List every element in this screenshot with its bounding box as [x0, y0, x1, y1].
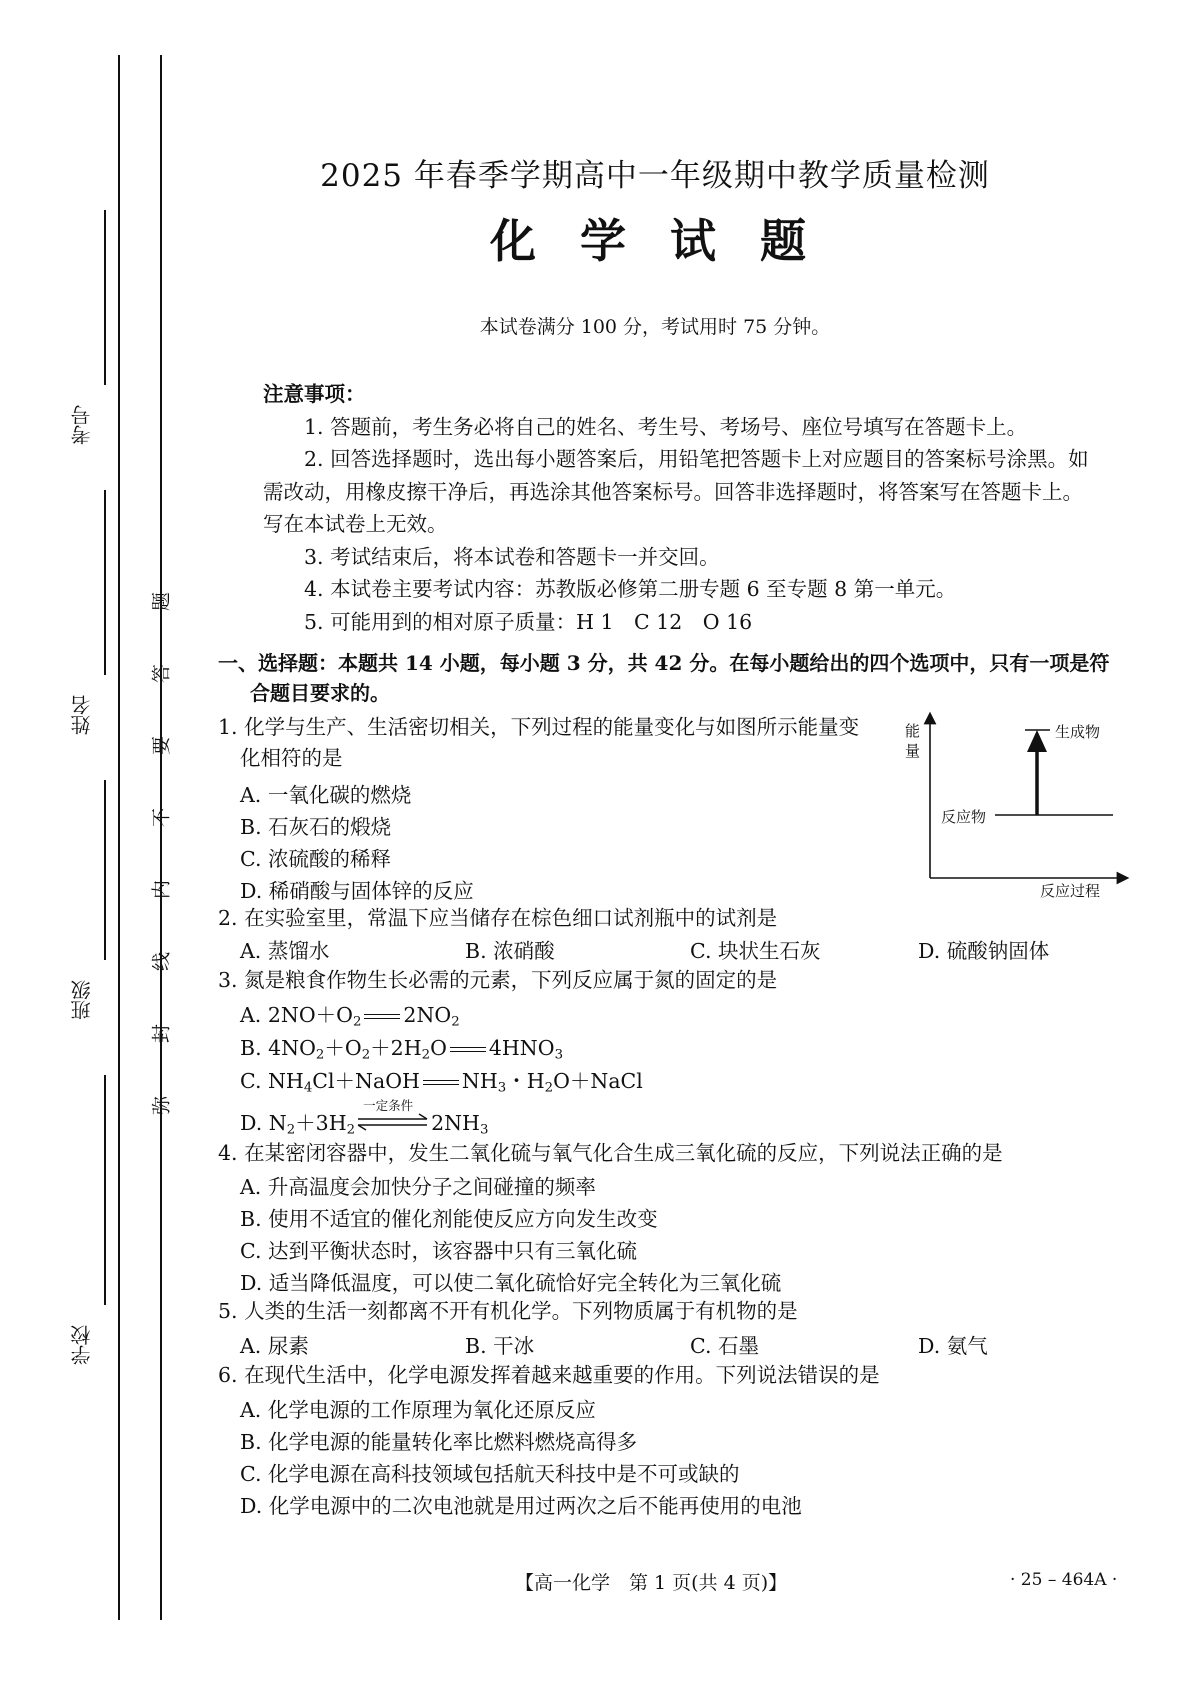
q4-option-c: C. 达到平衡状态时，该容器中只有三氧化硫	[240, 1239, 637, 1263]
seal-char: 要	[150, 736, 173, 756]
q3-option-d: D. $N_2+3H_2$ 一定条件 $2NH_3$	[240, 1098, 489, 1138]
q5-option-b: B. 干冰	[465, 1334, 535, 1358]
paper-code: · 25 – 464A ·	[1010, 1570, 1118, 1590]
seal-char: 题	[150, 592, 173, 612]
field-line	[104, 490, 106, 675]
seal-char: 答	[150, 664, 173, 684]
notes-block	[263, 378, 1093, 638]
q6-stem: 6. 在现代生活中，化学电源发挥着越来越重要的作用。下列说法错误的是	[218, 1363, 880, 1387]
note-item: 5. 可能用到的相对原子质量：H 1 C 12 O 16	[304, 609, 753, 634]
seal-char: 弥	[150, 1096, 173, 1116]
q2-option-a: A. 蒸馏水	[240, 939, 330, 963]
q3-stem: 3. 氮是粮食作物生长必需的元素，下列反应属于氮的固定的是	[218, 968, 778, 992]
q1-option-b: B. 石灰石的煅烧	[240, 815, 392, 839]
q1-option-d: D. 稀硝酸与固体锌的反应	[240, 879, 474, 903]
field-line	[104, 210, 106, 385]
page-number: 【高一化学 第 1 页(共 4 页)】	[515, 1572, 788, 1594]
q5-option-d: D. 氨气	[918, 1334, 988, 1358]
q4-stem: 4. 在某密闭容器中，发生二氧化硫与氧气化合生成三氧化硫的反应，下列说法正确的是	[218, 1141, 1003, 1165]
notes-heading: 注意事项：	[263, 382, 366, 406]
seal-char: 封	[150, 1024, 173, 1044]
q4-option-a: A. 升高温度会加快分子之间碰撞的频率	[240, 1175, 596, 1199]
note-item: 3. 考试结束后，将本试卷和答题卡一并交回。	[304, 544, 720, 569]
seal-char: 内	[150, 880, 173, 900]
q1-stem: 1. 化学与生产、生活密切相关，下列过程的能量变化与如图所示能量变	[218, 715, 860, 739]
q3-option-c: C. $NH_4Cl+NaOH$ $NH_3$・$H_2O+NaCl$	[240, 1069, 643, 1096]
note-item: 1. 答题前，考生务必将自己的姓名、考生号、考场号、座位号填写在答题卡上。	[304, 414, 1028, 439]
q2-stem: 2. 在实验室里，常温下应当储存在棕色细口试剂瓶中的试剂是	[218, 906, 778, 930]
q3-option-a: A. $2NO+O_2$ $2NO_2$	[240, 1003, 460, 1030]
q2-option-b: B. 浓硝酸	[465, 939, 555, 963]
exam-title: 2025 年春季学期高中一年级期中教学质量检测	[320, 158, 990, 194]
q5-option-a: A. 尿素	[240, 1334, 309, 1358]
field-line	[104, 1075, 106, 1305]
axis-label-y: 能	[905, 722, 921, 740]
q6-option-d: D. 化学电源中的二次电池就是用过两次之后不能再使用的电池	[240, 1494, 802, 1518]
exam-info: 本试卷满分 100 分，考试用时 75 分钟。	[479, 316, 831, 338]
q3-option-b: B. $4NO_2+O_2+2H_2O$ $4HNO_3$	[240, 1036, 564, 1063]
reversible-arrow	[357, 1098, 429, 1132]
reversible-arrow-icon	[357, 1112, 429, 1132]
seal-char: 线	[150, 952, 173, 972]
field-label: 考号	[70, 405, 94, 445]
field-school	[70, 1075, 130, 1375]
field-exam-number	[70, 210, 130, 460]
note-item: 4. 本试卷主要考试内容：苏教版必修第二册专题 6 至专题 8 第一单元。	[304, 577, 957, 601]
note-item: 2. 回答选择题时，选出每小题答案后，用铅笔把答题卡上对应题目的答案标号涂黑。如需改动，用橡皮擦干净后，再选涂其他答案标号。回答非选择题时，将答案写在答题卡上。写在本试卷上无效。	[263, 447, 1089, 536]
q6-option-c: C. 化学电源在高科技领域包括航天科技中是不可或缺的	[240, 1462, 740, 1486]
q1-option-a: A. 一氧化碳的燃烧	[240, 783, 412, 807]
field-label: 姓名	[70, 695, 94, 735]
q1-stem-cont: 化相符的是	[240, 746, 343, 770]
q6-option-b: B. 化学电源的能量转化率比燃料燃烧高得多	[240, 1430, 638, 1454]
equals-sign	[450, 1047, 486, 1052]
subject-title: 化 学 试 题	[489, 214, 821, 268]
q1-option-c: C. 浓硫酸的稀释	[240, 847, 391, 871]
q5-stem: 5. 人类的生活一刻都离不开有机化学。下列物质属于有机物的是	[218, 1299, 798, 1323]
energy-arrow-head	[1027, 730, 1047, 752]
axis-label-x: 反应过程	[1040, 882, 1101, 900]
field-label: 班级	[70, 980, 94, 1020]
field-name	[70, 490, 130, 750]
q2-option-c: C. 块状生石灰	[690, 939, 821, 963]
equals-sign	[364, 1014, 400, 1019]
reaction-condition: 一定条件	[363, 1098, 414, 1113]
equals-sign	[423, 1080, 459, 1085]
seal-char: 不	[150, 808, 173, 828]
reactant-label: 反应物	[941, 808, 987, 826]
axis-label-y: 量	[905, 742, 921, 760]
section-heading: 一、选择题：本题共 14 小题，每小题 3 分，共 42 分。在每小题给出的四个选项中，只有一项是符	[218, 651, 1110, 675]
field-label: 学校	[70, 1325, 94, 1365]
q2-option-d: D. 硫酸钠固体	[918, 939, 1050, 963]
margin-line-inner	[160, 55, 162, 1620]
q4-option-b: B. 使用不适宜的催化剂能使反应方向发生改变	[240, 1207, 658, 1231]
product-label: 生成物	[1055, 723, 1101, 741]
q6-option-a: A. 化学电源的工作原理为氧化还原反应	[240, 1398, 596, 1422]
field-class	[70, 780, 130, 1040]
q4-option-d: D. 适当降低温度，可以使二氧化硫恰好完全转化为三氧化硫	[240, 1271, 782, 1295]
section-heading-cont: 合题目要求的。	[250, 681, 390, 705]
q5-option-c: C. 石墨	[690, 1334, 759, 1358]
energy-diagram	[905, 700, 1130, 900]
field-line	[104, 780, 106, 960]
